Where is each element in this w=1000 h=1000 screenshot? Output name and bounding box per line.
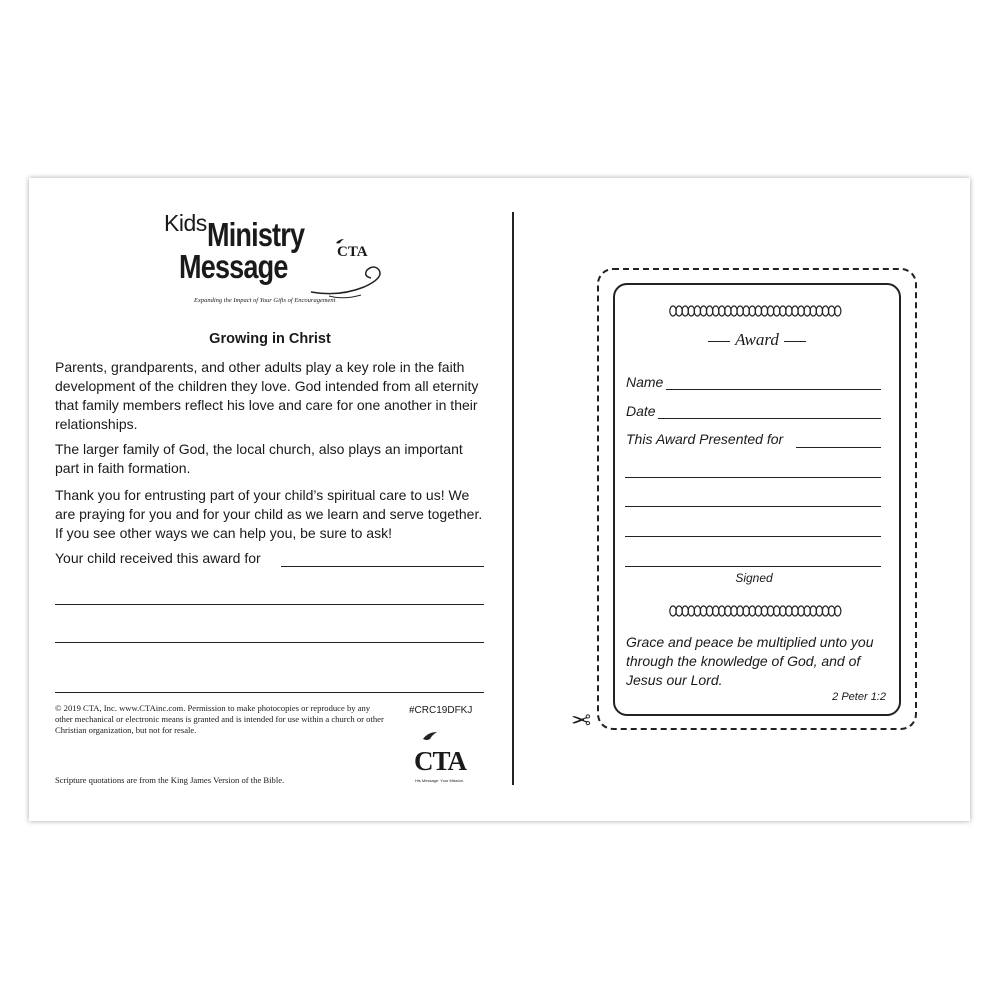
logo-message: Message [179, 248, 288, 285]
footer-divider [55, 692, 484, 693]
award-for-line[interactable] [281, 566, 484, 567]
signed-label: Signed [735, 571, 773, 585]
cta-logo-text: CTA [414, 746, 467, 776]
cta-logo-tagline: His Message. Your Mission. [415, 778, 465, 783]
paragraph-1: Parents, grandparents, and other adults play a key role in the faith development of the children they love. God intended from all eternity that family members reflect his love and care for one another in their relationships. [55, 359, 479, 432]
logo-tagline: Expanding the Impact of Your Gifts of Encouragement [194, 297, 336, 304]
date-field[interactable] [658, 418, 881, 419]
fill-line[interactable] [55, 642, 484, 643]
paragraph-2: The larger family of God, the local church, also plays an important part in faith formation. [55, 441, 463, 476]
page-title: Growing in Christ [209, 331, 331, 347]
loop-border-icon [669, 605, 845, 617]
swirl-ornament-icon [309, 262, 389, 302]
loop-border-icon [669, 305, 845, 317]
presented-for-line[interactable] [625, 477, 881, 478]
scripture-note: Scripture quotations are from the King James Version of the Bible. [55, 775, 285, 785]
award-title-text: Award [735, 330, 779, 349]
presented-for-field[interactable] [796, 447, 881, 448]
logo-cta: CTA [337, 244, 368, 260]
kids-ministry-message-logo [159, 204, 389, 309]
verse-reference: 2 Peter 1:2 [832, 691, 886, 703]
copyright-notice: © 2019 CTA, Inc. www.CTAinc.com. Permission to make photocopies or reproduce by any other mechanical or electronic means is granted and is intended for use within a church or other Christian organization, but not for resale. [55, 703, 384, 735]
paragraph-3: Thank you for entrusting part of your child’s spiritual care to us! We are praying for you and for your child as we learn and serve together. If you see other ways we can help you, be sure to ask! [55, 487, 483, 541]
award-for-label: Your child received this award for [55, 550, 261, 566]
scissors-icon: ✂ [571, 705, 592, 732]
signature-line[interactable] [625, 566, 881, 567]
presented-for-label: This Award Presented for [626, 431, 784, 447]
cta-logo [414, 728, 474, 788]
fill-line[interactable] [55, 604, 484, 605]
name-label: Name [626, 374, 664, 390]
presented-for-line[interactable] [625, 506, 881, 507]
logo-kids: Kids [164, 210, 207, 236]
date-label: Date [626, 403, 656, 419]
product-code: #CRC19DFKJ [409, 705, 473, 716]
bible-verse: Grace and peace be multiplied unto you through the knowledge of God, and of Jesus our Lord. [626, 634, 874, 688]
name-field[interactable] [666, 389, 881, 390]
center-divider [512, 212, 514, 785]
logo-ministry: Ministry [207, 216, 305, 253]
award-title [609, 330, 905, 350]
postcard [29, 178, 970, 821]
presented-for-line[interactable] [625, 536, 881, 537]
dove-icon [422, 730, 438, 744]
